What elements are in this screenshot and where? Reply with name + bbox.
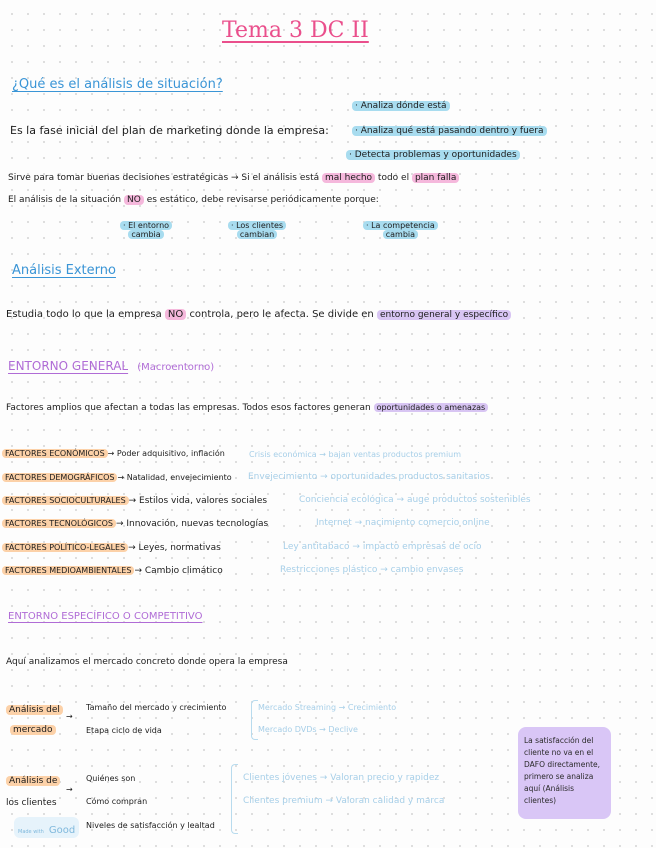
factor-row: FACTORES DEMOGRÁFICOS → Natalidad, envejecimiento [2,473,232,482]
factor-example: Ley antitabaco → impacto empresas de ocio [283,542,482,552]
external-analysis-heading: Análisis Externo [12,263,116,278]
market-item: Tamaño del mercado y crecimiento [86,703,227,712]
serve-line: Sirve para tomar buenas decisiones estratégicas → Si el análisis está mal hecho todo el plan falla [8,173,459,183]
factor-example: Crisis económica → bajan ventas productos premium [249,450,462,459]
def-item-2: · Analiza qué está pasando dentro y fuera [352,126,547,136]
factor-example: Envejecimiento → oportunidades productos sanitarios [248,472,490,482]
goodnotes-watermark: Made with Good [14,818,79,837]
static-item-competencia: · La competencia cambia [363,221,438,239]
arrow-icon: → [66,712,73,721]
sticky-note: La satisfacción del cliente no va en el DAFO directamente, primero se analiza aquí (Análisis clientes) [518,727,611,819]
factor-row: FACTORES ECONÓMICOS → Poder adquisitivo, inflación [2,449,225,458]
def-lead: Es la fase inicial del plan de marketing donde la empresa: [10,124,329,137]
factor-example: Restricciones plástico → cambio envases [280,565,464,575]
external-analysis-line: Estudia todo lo que la empresa NO controla, pero le afecta. Se divide en entorno general y específico [6,309,511,320]
clients-item: Quiénes son [86,774,136,783]
factor-row: FACTORES SOCIOCULTURALES → Estilos vida, valores sociales [2,496,267,506]
general-line: Factores amplios que afectan a todas las empresas. Todos esos factores generan oportunidades o amenazas [6,403,488,413]
bracket [231,764,238,834]
factor-row: FACTORES TECNOLÓGICOS → Innovación, nuevas tecnologías [2,519,268,529]
question-heading: ¿Qué es el análisis de situación? [12,77,223,92]
market-analysis-label: Análisis del mercado [6,700,63,740]
page-title: Tema 3 DC II [222,18,369,43]
clients-analysis-label: Análisis de los clientes [6,770,60,814]
specific-heading: ENTORNO ESPECÍFICO O COMPETITIVO [8,611,203,622]
general-heading-row [8,355,214,374]
bracket [251,700,258,740]
factor-example: Internet → nacimiento comercio online [316,518,490,528]
static-item-clientes: · Los clientes cambian [228,221,286,239]
arrow-icon: → [66,785,73,794]
clients-item: Cómo compran [86,797,148,806]
clients-example: Clientes jóvenes → Valoran precio y rapidez [243,773,440,783]
market-example: Mercado Streaming → Crecimiento [258,703,397,712]
factor-row: FACTORES MEDIOAMBIENTALES → Cambio climático [2,566,223,576]
def-item-3: · Detecta problemas y oportunidades [346,150,520,160]
static-line: El análisis de la situación NO es estático, debe revisarse periódicamente porque: [8,195,379,205]
general-subheading: (Macroentorno) [137,362,215,373]
def-item-1: · Analiza dónde está [352,101,450,111]
market-item: Etapa ciclo de vida [86,726,162,735]
clients-item: Niveles de satisfacción y lealtad [86,821,215,830]
market-example: Mercado DVDs → Declive [258,725,358,734]
general-heading: ENTORNO GENERAL [8,359,129,373]
clients-example: Clientes premium → Valoran calidad y marca [243,796,445,806]
factor-row: FACTORES POLÍTICO-LEGALES → Leyes, normativas [2,543,221,553]
static-item-entorno: · El entorno cambia [120,221,172,239]
specific-line: Aquí analizamos el mercado concreto donde opera la empresa [6,657,288,667]
factor-example: Conciencia ecológica → auge productos sostenibles [299,495,531,505]
